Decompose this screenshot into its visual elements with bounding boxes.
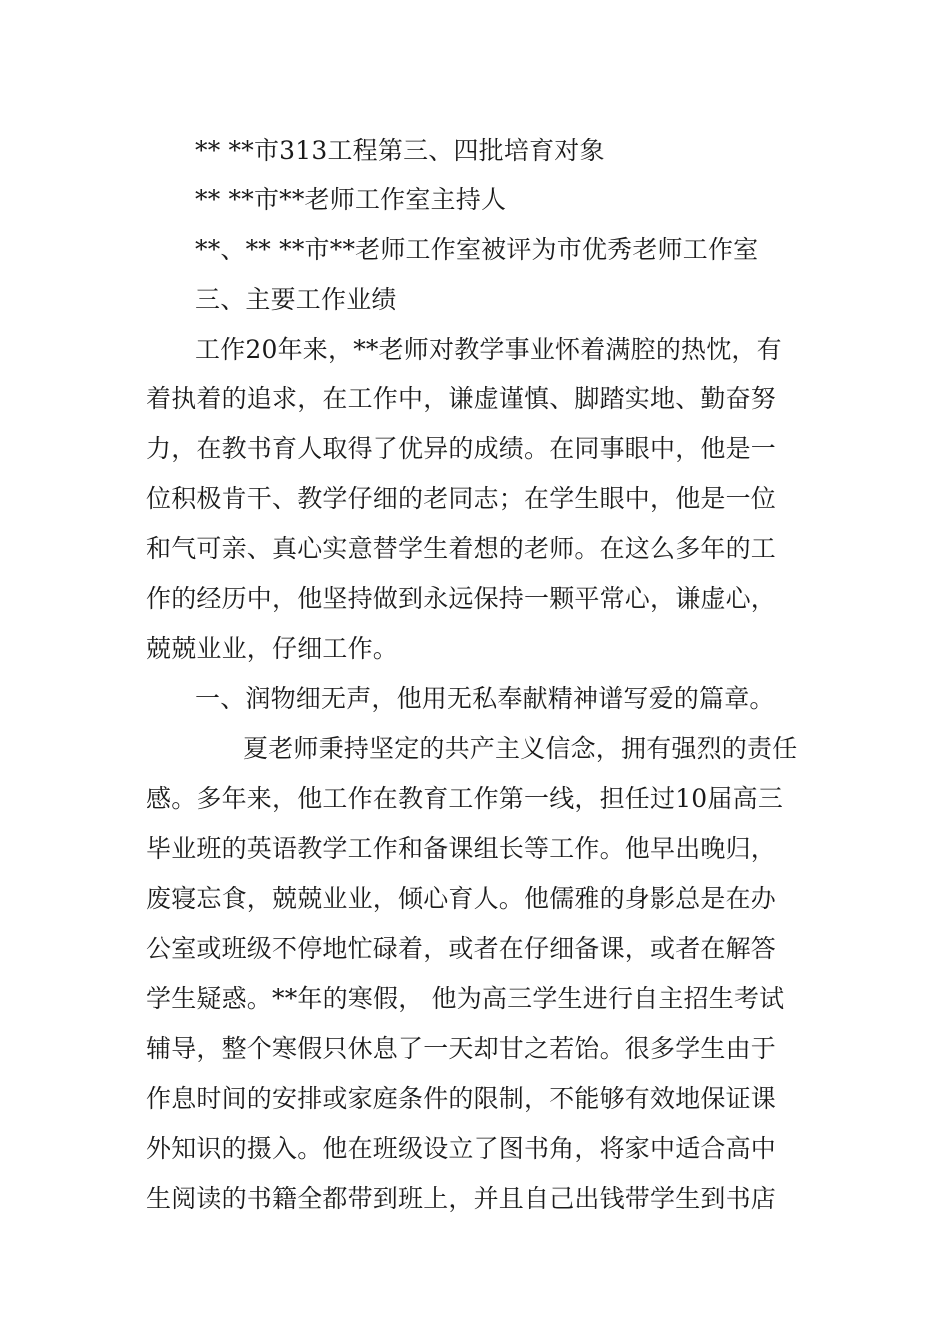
paragraph-line: 力，在教书育人取得了优异的成绩。在同事眼中，他是一 bbox=[146, 434, 777, 463]
paragraph-line: 外知识的摄入。他在班级设立了图书角，将家中适合高中 bbox=[146, 1134, 777, 1163]
honor-line-3: **、** **市**老师工作室被评为市优秀老师工作室 bbox=[195, 235, 759, 264]
paragraph-line: 生阅读的书籍全都带到班上，并且自己出钱带学生到书店 bbox=[146, 1184, 777, 1213]
paragraph-line: 辅导，整个寒假只休息了一天却甘之若饴。很多学生由于 bbox=[146, 1034, 777, 1063]
paragraph-line: 作息时间的安排或家庭条件的限制，不能够有效地保证课 bbox=[146, 1084, 777, 1113]
paragraph-line: 学生疑惑。**年的寒假， 他为高三学生进行自主招生考试 bbox=[146, 984, 785, 1013]
section-heading: 三、主要工作业绩 bbox=[195, 285, 397, 314]
paragraph-line: 工作20年来，**老师对教学事业怀着满腔的热忱，有 bbox=[195, 335, 782, 364]
honor-line-1: ** **市313工程第三、四批培育对象 bbox=[195, 136, 605, 165]
paragraph-line: 兢兢业业，仔细工作。 bbox=[146, 634, 399, 663]
honor-line-2: ** **市**老师工作室主持人 bbox=[195, 185, 507, 214]
paragraph-line: 废寝忘食，兢兢业业，倾心育人。他儒雅的身影总是在办 bbox=[146, 884, 777, 913]
paragraph-line: 和气可亲、真心实意替学生着想的老师。在这么多年的工 bbox=[146, 534, 777, 563]
paragraph-line: 毕业班的英语教学工作和备课组长等工作。他早出晚归， bbox=[146, 834, 777, 863]
paragraph-line: 作的经历中，他坚持做到永远保持一颗平常心，谦虚心， bbox=[146, 584, 777, 613]
subsection-heading: 一、润物细无声，他用无私奉献精神谱写爱的篇章。 bbox=[195, 684, 775, 713]
paragraph-line: 位积极肯干、教学仔细的老同志；在学生眼中，他是一位 bbox=[146, 484, 777, 513]
paragraph-line: 夏老师秉持坚定的共产主义信念，拥有强烈的责任 bbox=[243, 734, 798, 763]
paragraph-line: 着执着的追求，在工作中，谦虚谨慎、脚踏实地、勤奋努 bbox=[146, 384, 777, 413]
paragraph-line: 公室或班级不停地忙碌着，或者在仔细备课，或者在解答 bbox=[146, 934, 777, 963]
paragraph-line: 感。多年来，他工作在教育工作第一线，担任过10届高三 bbox=[146, 784, 784, 813]
